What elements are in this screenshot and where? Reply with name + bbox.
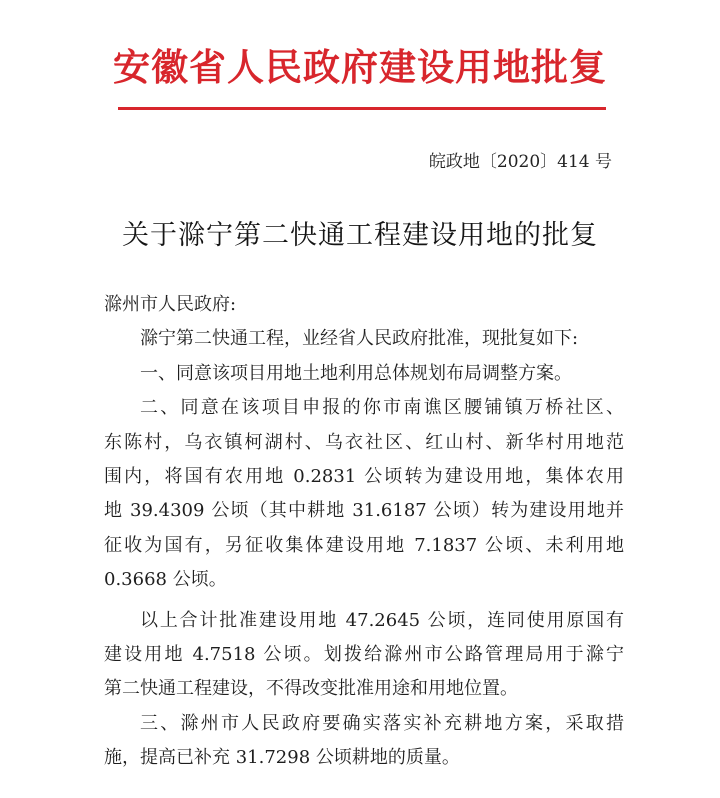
body-line: 围内，将国有农用地 0.2831 公顷转为建设用地，集体农用	[104, 465, 624, 487]
header-divider	[118, 107, 606, 110]
body-line: 地 39.4309 公顷（其中耕地 31.6187 公顷）转为建设用地并	[104, 500, 624, 522]
document-title: 关于滁宁第二快通工程建设用地的批复	[122, 220, 598, 251]
body-line: 征收为国有，另征收集体建设用地 7.1837 公顷、未利用地	[104, 534, 624, 556]
document-body	[104, 288, 624, 775]
body-line: 建设用地 4.7518 公顷。划拨给滁州市公路管理局用于滁宁	[104, 643, 624, 665]
document-number: 皖政地〔2020〕414 号	[428, 152, 612, 172]
body-line: 三、滁州市人民政府要确实落实补充耕地方案，采取措	[140, 712, 624, 734]
addressee-line: 滁州市人民政府:	[104, 294, 237, 315]
document-header-title: 安徽省人民政府建设用地批复	[113, 45, 607, 89]
body-line: 以上合计批准建设用地 47.2645 公顷，连同使用原国有	[140, 609, 624, 631]
body-line: 一、同意该项目用地土地利用总体规划布局调整方案。	[140, 362, 572, 384]
body-line: 施，提高已补充 31.7298 公顷耕地的质量。	[104, 747, 460, 769]
body-line: 0.3668 公顷。	[104, 569, 227, 591]
body-line: 东陈村，乌衣镇柯湖村、乌衣社区、红山村、新华村用地范	[104, 431, 624, 453]
body-line: 滁宁第二快通工程，业经省人民政府批准，现批复如下:	[140, 328, 579, 350]
body-line: 第二快通工程建设，不得改变批准用途和用地位置。	[104, 678, 518, 700]
body-line: 二、同意在该项目申报的你市南谯区腰铺镇万桥社区、	[140, 397, 624, 419]
